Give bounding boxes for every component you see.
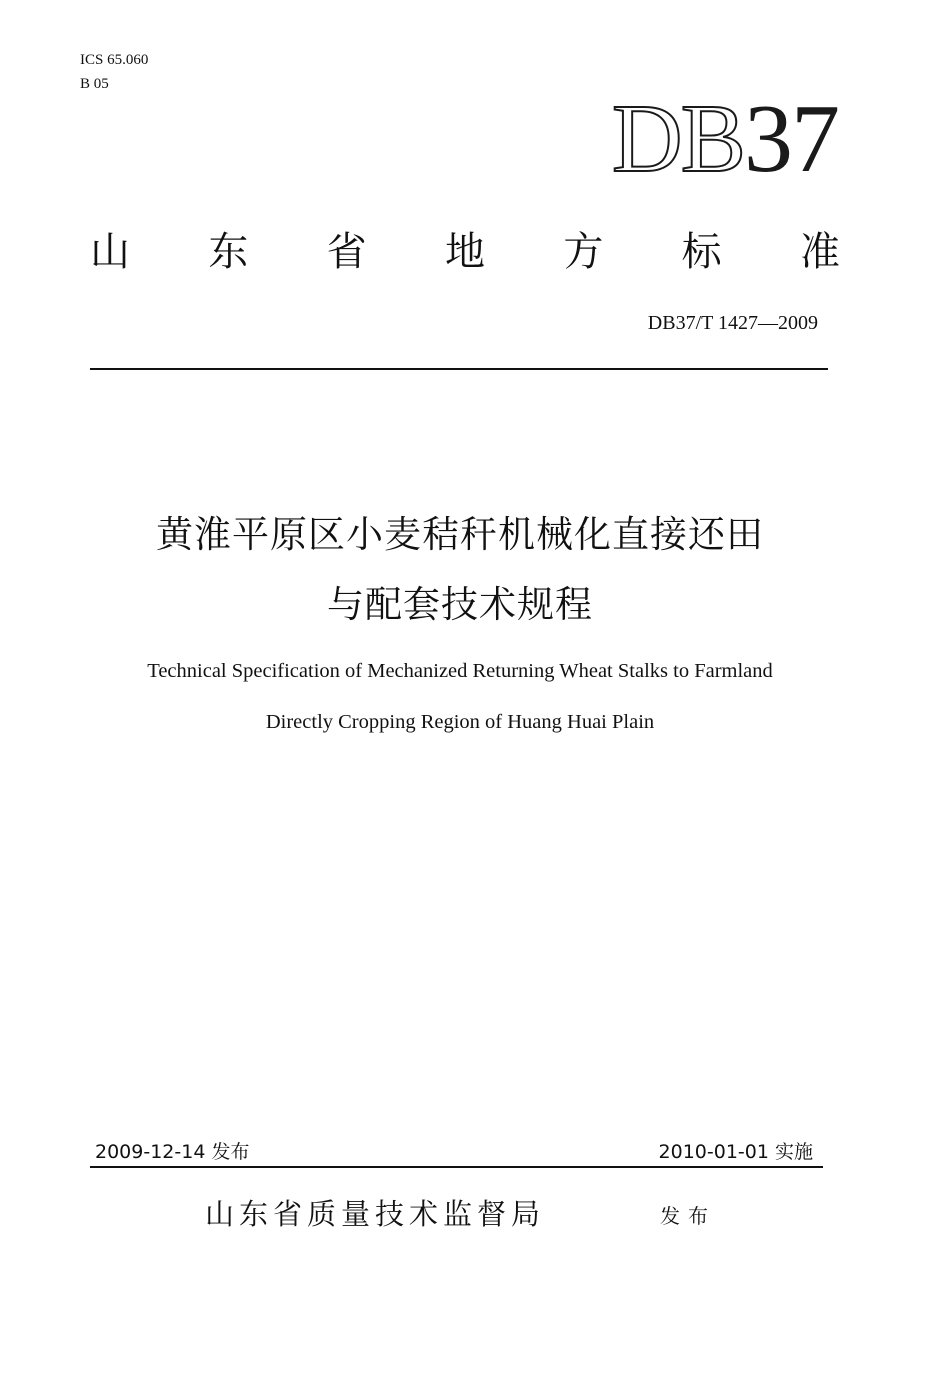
title-en-line2: Directly Cropping Region of Huang Huai Plain: [265, 711, 655, 733]
ccs-code: B 05: [80, 76, 109, 92]
issuer-suffix: 发布: [660, 1204, 716, 1228]
logo-number: 37: [744, 85, 838, 193]
ics-code: ICS 65.060: [80, 52, 149, 68]
standard-type-char: 准: [799, 229, 840, 275]
standard-number: DB37/T 1427—2009: [647, 312, 818, 334]
standard-type-char: 山: [90, 229, 130, 275]
standard-type-char: 东: [208, 229, 249, 275]
bottom-divider: [90, 1166, 823, 1168]
standard-type-char: 省: [326, 229, 367, 275]
standard-type-char: 地: [444, 229, 485, 275]
title-zh-line1: 黄淮平原区小麦秸秆机械化直接还田: [156, 513, 764, 556]
issuing-authority: 山东省质量技术监督局: [205, 1197, 546, 1231]
classification-codes: [80, 48, 148, 96]
effective-date: 2010-01-01 实施: [658, 1141, 813, 1163]
db37-logo: [611, 85, 838, 193]
standard-type-heading: [90, 222, 840, 282]
publish-date: 2009-12-14 发布: [95, 1141, 250, 1163]
top-divider: [90, 368, 828, 370]
title-zh-line2: 与配套技术规程: [327, 583, 593, 626]
logo-prefix: DB: [611, 85, 744, 193]
standard-type-char: 方: [563, 229, 604, 275]
title-en-line1: Technical Specification of Mechanized Returning Wheat Stalks to Farmland: [147, 660, 773, 682]
standard-type-char: 标: [681, 229, 722, 275]
